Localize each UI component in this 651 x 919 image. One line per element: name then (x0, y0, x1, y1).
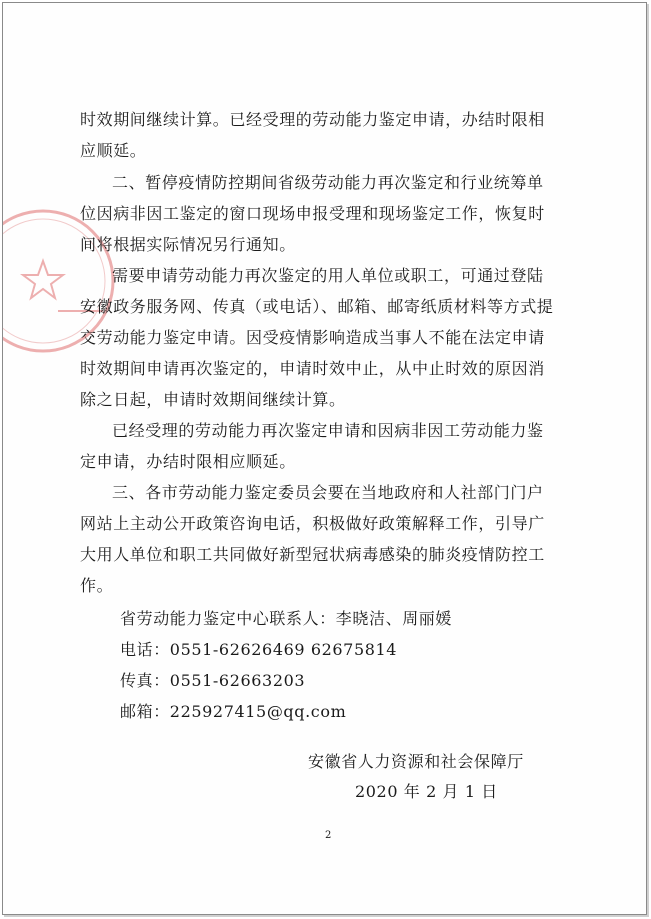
text-line: 时效期间继续计算。已经受理的劳动能力鉴定申请，办结时限相 (80, 110, 545, 129)
text-line: 间将根据实际情况另行通知。 (80, 235, 296, 254)
text-line: 时效期间申请再次鉴定的，申请时效中止，从中止时效的原因消 (80, 359, 545, 378)
signature-date: 2020 年 2 月 1 日 (355, 782, 498, 801)
signature-org: 安徽省人力资源和社会保障厅 (308, 752, 524, 771)
document-page (2, 2, 647, 915)
text-line: 交劳动能力鉴定申请。因受疫情影响造成当事人不能在法定申请 (80, 328, 545, 347)
text-line: 定申请，办结时限相应顺延。 (80, 452, 296, 471)
text-line: 需要申请劳动能力再次鉴定的用人单位或职工，可通过登陆 (112, 266, 544, 285)
text-line: 应顺延。 (80, 141, 147, 160)
text-line: 网站上主动公开政策咨询电话，积极做好政策解释工作，引导广 (80, 514, 545, 533)
text-line: 二、暂停疫情防控期间省级劳动能力再次鉴定和行业统筹单 (112, 173, 544, 192)
text-line: 已经受理的劳动能力再次鉴定申请和因病非因工劳动能力鉴 (112, 421, 544, 440)
contact-fax: 传真：0551-62663203 (120, 671, 306, 690)
page-number: 2 (325, 830, 332, 841)
text-line: 作。 (80, 576, 114, 595)
contact-person: 省劳动能力鉴定中心联系人：李晓洁、周丽媛 (120, 609, 453, 628)
text-line: 三、各市劳动能力鉴定委员会要在当地政府和人社部门门户 (112, 483, 544, 502)
text-line: 除之日起，申请时效期间继续计算。 (80, 390, 346, 409)
text-line: 大用人单位和职工共同做好新型冠状病毒感染的肺炎疫情防控工 (80, 545, 545, 564)
text-line: 位因病非因工鉴定的窗口现场申报受理和现场鉴定工作，恢复时 (80, 204, 545, 223)
text-line: 安徽政务服务网、传真（或电话）、邮箱、邮寄纸质材料等方式提 (80, 297, 554, 316)
contact-phone: 电话：0551-62626469 62675814 (120, 640, 398, 659)
contact-email: 邮箱：225927415@qq.com (120, 702, 347, 721)
